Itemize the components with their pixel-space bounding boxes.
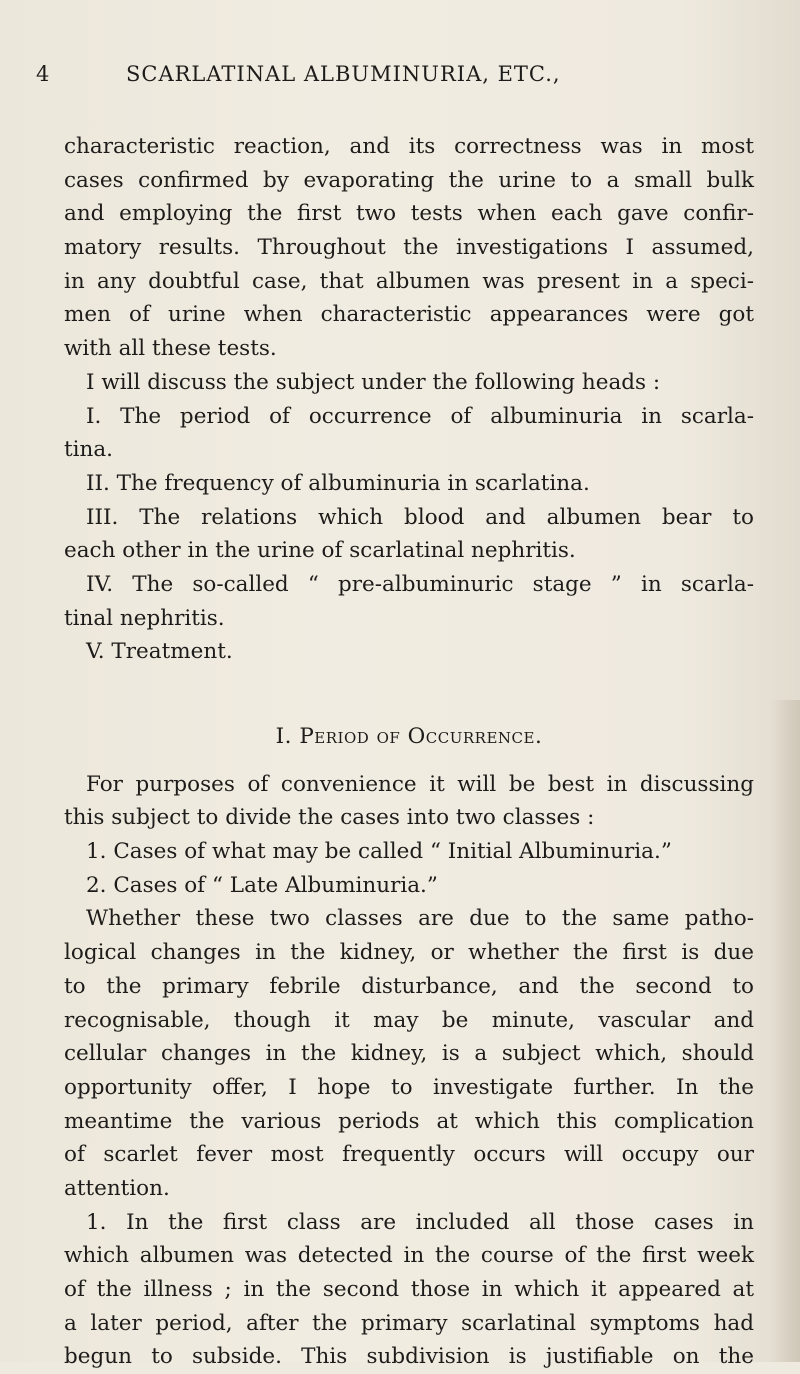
text-line: men of urine when characteristic appearances were got <box>64 302 754 328</box>
section-heading: I. Period of Occurrence. <box>275 724 543 749</box>
running-title: SCARLATINAL ALBUMINURIA, ETC., <box>126 62 561 86</box>
text-line: in any doubtful case, that albumen was present in a speci- <box>64 268 754 294</box>
text-line: a later period, after the primary scarlatinal symptoms had <box>64 1310 754 1336</box>
heads-item: III. The relations which blood and albumen bear to <box>86 504 754 530</box>
text-line: meantime the various periods at which this complication <box>64 1108 754 1134</box>
heads-item: II. The frequency of albuminuria in scarlatina. <box>86 470 590 496</box>
heads-item-continued: tinal nephritis. <box>64 605 225 631</box>
spacer <box>64 754 754 768</box>
text-line: of the illness ; in the second those in which it appeared at <box>64 1277 754 1302</box>
text-line: cellular changes in the kidney, is a subject which, should <box>64 1041 754 1067</box>
class-item: 1. Cases of what may be called “ Initial Albuminuria.” <box>86 839 672 865</box>
heads-item: V. Treatment. <box>86 639 233 665</box>
text-line: this subject to divide the cases into two classes : <box>64 805 595 831</box>
text-line: I will discuss the subject under the following heads : <box>86 369 661 395</box>
text-line: with all these tests. <box>64 336 277 362</box>
heads-item-continued: tina. <box>64 437 114 463</box>
text-line: and employing the first two tests when each gave confir- <box>64 201 754 227</box>
body-text <box>64 130 754 1374</box>
heads-item-continued: each other in the urine of scarlatinal nephritis. <box>64 538 576 564</box>
class-item: 2. Cases of “ Late Albuminuria.” <box>86 872 438 898</box>
page-edge-shadow <box>770 700 800 1362</box>
text-line: For purposes of convenience it will be best in discussing <box>86 771 754 797</box>
text-line: logical changes in the kidney, or whether the first is due <box>64 940 754 966</box>
text-line: opportunity offer, I hope to investigate further. In the <box>64 1074 754 1100</box>
page-number: 4 <box>36 62 51 86</box>
spacer <box>64 669 754 720</box>
heads-item: IV. The so-called “ pre-albuminuric stage ” in scarla- <box>86 571 754 597</box>
text-line: Whether these two classes are due to the same patho- <box>86 906 754 932</box>
text-line: attention. <box>64 1175 170 1201</box>
text-line: cases confirmed by evaporating the urine to a small bulk <box>64 167 754 193</box>
text-line: of scarlet fever most frequently occurs will occupy our <box>64 1142 754 1168</box>
text-line: begun to subside. This subdivision is justifiable on the <box>64 1344 754 1370</box>
text-line: to the primary febrile disturbance, and the second to <box>64 973 754 999</box>
text-line: recognisable, though it may be minute, vascular and <box>64 1007 754 1033</box>
heads-item: I. The period of occurrence of albuminuria in scarla- <box>86 403 754 429</box>
text-line: matory results. Throughout the investigations I assumed, <box>64 235 754 261</box>
text-line: which albumen was detected in the course of the first week <box>64 1243 754 1269</box>
text-line: 1. In the first class are included all those cases in <box>86 1209 754 1235</box>
text-line: characteristic reaction, and its correctness was in most <box>64 134 754 159</box>
